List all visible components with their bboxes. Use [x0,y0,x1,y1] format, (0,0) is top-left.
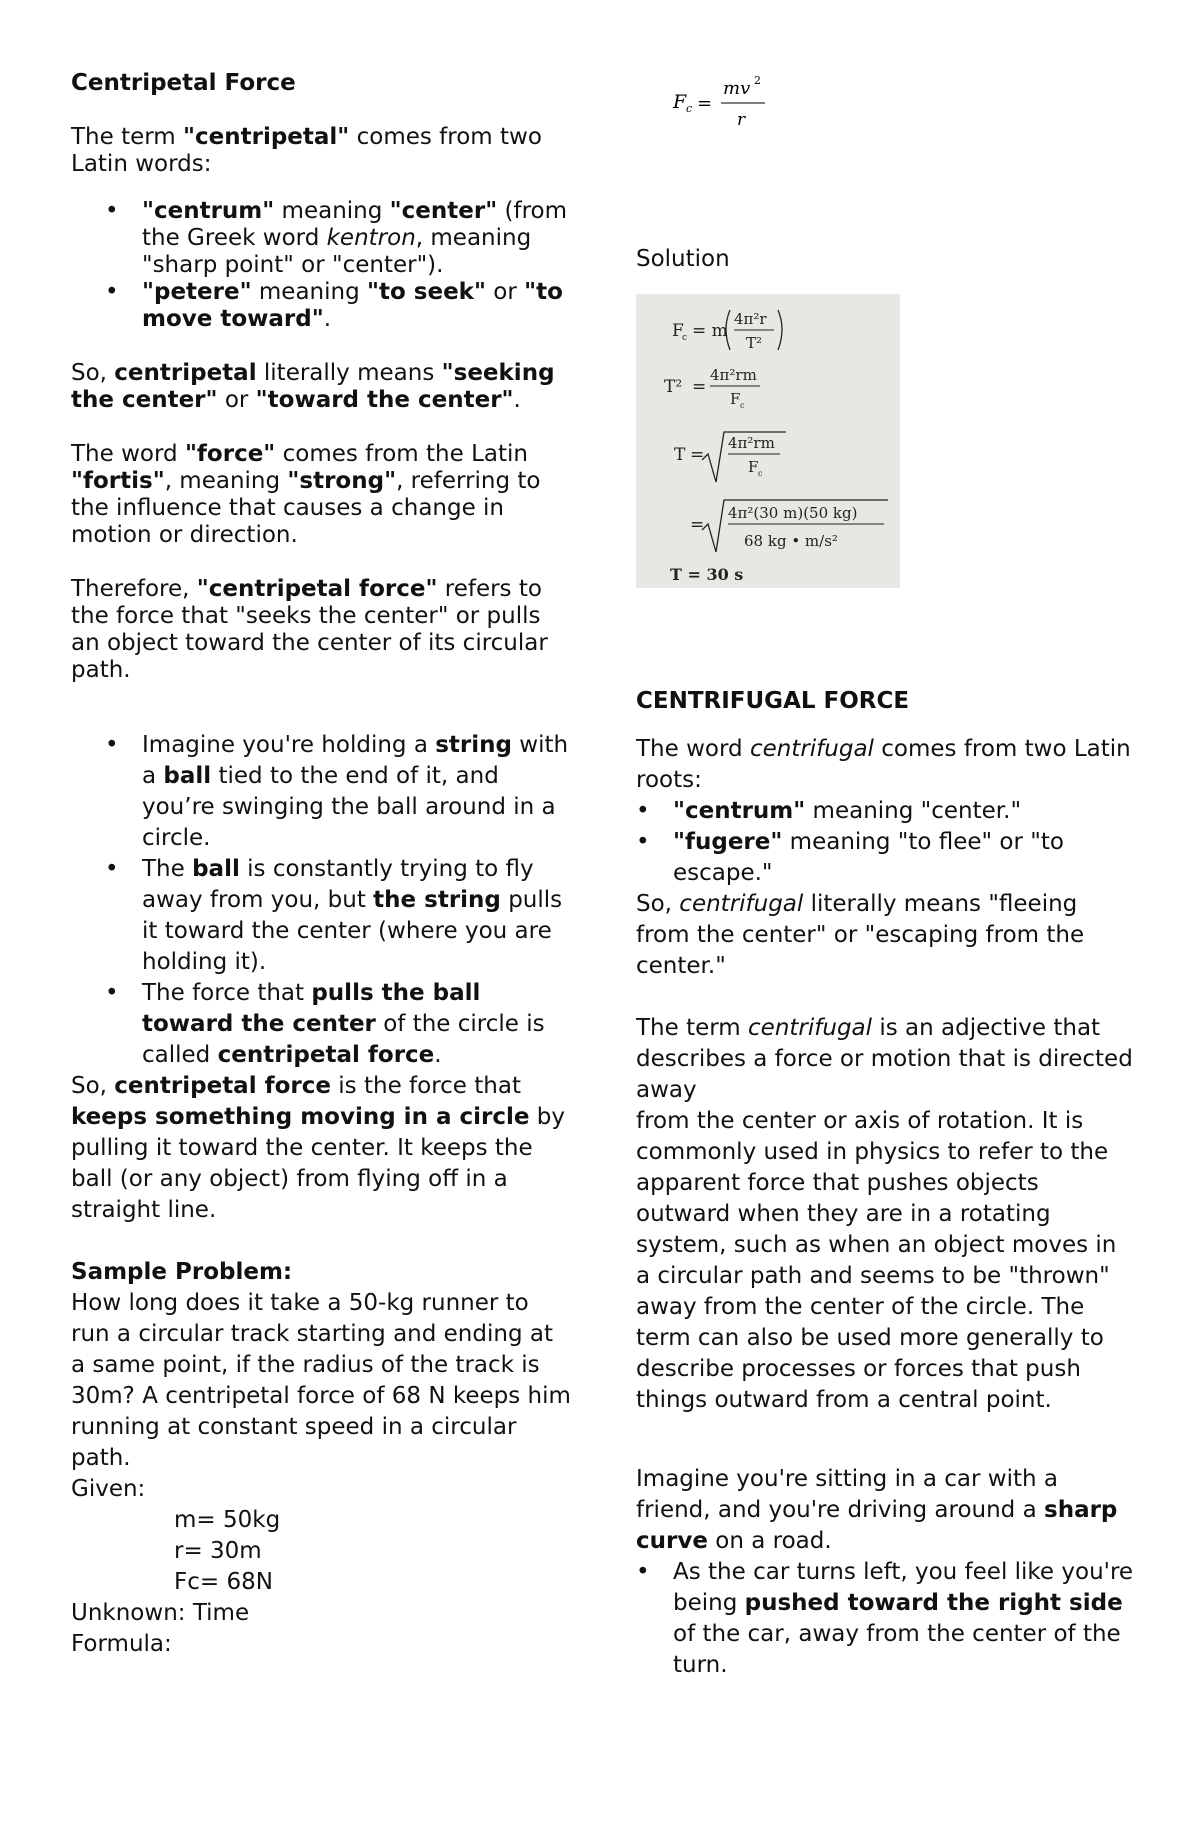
svg-text:c: c [758,469,763,478]
sample-problem-heading: Sample Problem: [71,1259,293,1285]
formula-lhs: F [673,91,687,113]
intro-paragraph: The term "centripetal" comes from two Latin words: [71,124,542,177]
centrifugal-term-paragraph: The term centrifugal is an adjective that describes a force or motion that is directed away from the center or axis of rotation. It is commonly used in physics to refer to the apparent force that pushes objects outward when they are in a rotating system, such as when an object moves in a circular path and seems to be "thrown" away from the center of the circle. The term can also be used more generally to describe processes or forces that push things outward from a central point. [636,1015,1133,1413]
solution-line4-num: 4π²(30 m)(50 kg) [728,504,858,522]
list-item: • "petere" meaning "to seek" or "to move toward". [71,279,571,333]
centripetal-summary-paragraph: So, centripetal force is the force that keeps something moving in a circle by pulling it toward the center. It keeps the ball (or any object) from flying off in a straight line. [71,1073,565,1223]
given-mass: m= 50kg [174,1507,281,1533]
centripetal-meaning-paragraph: So, centripetal literally means "seeking the center" or "toward the center". [71,360,555,413]
solution-line4-den: 68 kg • m/s² [744,532,838,550]
list-item: • The ball is constantly trying to fly away from you, but the string pulls it toward the center (where you are holding it). [71,854,571,978]
car-example-list [602,1557,1136,1681]
centripetal-title: Centripetal Force [71,70,296,96]
svg-text:c: c [682,333,688,343]
list-item: • The force that pulls the ball toward the center of the circle is called centripetal force. [71,978,571,1071]
formula-denominator: r [737,110,746,130]
list-item: • "centrum" meaning "center" (from the Greek word kentron, meaning "sharp point" or "center"). [71,198,571,279]
solution-line2-den: F [730,390,741,408]
formula-lhs-sub: c [686,102,693,115]
centrifugal-meaning-paragraph: So, centrifugal literally means "fleeing from the center" or "escaping from the center." [636,891,1085,979]
solution-result: T = 30 s [670,565,744,584]
left-column [71,70,571,1660]
solution-line2-lhs: T² [664,377,683,397]
svg-text:=: = [692,377,707,397]
solution-line2-num: 4π²rm [710,366,757,384]
list-item: • As the car turns left, you feel like you're being pushed toward the right side of the car, away from the center of the turn. [602,1557,1136,1681]
force-word-paragraph: The word "force" comes from the Latin "fortis", meaning "strong", referring to the influence that causes a change in motion or direction. [71,441,541,548]
svg-text:=: = [690,515,705,535]
solution-line3-den: F [748,458,759,476]
list-item: • "fugere" meaning "to flee" or "to escape." [602,827,1136,889]
svg-text:= m: = m [692,321,728,341]
given-radius: r= 30m [174,1538,262,1564]
solution-line3-num: 4π²rm [728,434,775,452]
solution-line1-den: T² [746,334,763,352]
centripetal-roots-list [71,198,571,333]
solution-label: Solution [636,246,730,272]
therefore-paragraph: Therefore, "centripetal force" refers to the force that "seeks the center" or pulls an object toward the center of its circular path. [71,576,548,683]
sample-problem-text: How long does it take a 50-kg runner to run a circular track starting and ending at a same point, if the radius of the track is 30m? A centripetal force of 68 N keeps him running at constant speed in a circular path. [71,1290,571,1471]
ball-example-list [71,730,571,1071]
list-item: • Imagine you're holding a string with a ball tied to the end of it, and you’re swinging the ball around in a circle. [71,730,571,854]
svg-text:c: c [740,401,745,410]
list-item: • "centrum" meaning "center." [602,796,1136,827]
centrifugal-heading: CENTRIFUGAL FORCE [636,688,910,714]
solution-image [636,294,900,588]
solution-line1-lhs: F [672,321,684,341]
centrifugal-roots-list [602,796,1136,889]
given-label: Given: [71,1476,146,1502]
formula-exponent: 2 [754,74,761,87]
car-example-paragraph: Imagine you're sitting in a car with a friend, and you're driving around a sharp curve on a road. [636,1466,1118,1554]
formula-numerator: mv [723,78,751,99]
formula-label: Formula: [71,1631,172,1657]
solution-line3-lhs: T [674,445,686,465]
unknown-line: Unknown: Time [71,1600,250,1626]
centrifugal-origin-paragraph: The word centrifugal comes from two Latin roots: [636,736,1131,793]
svg-text:=: = [697,93,713,114]
given-force: Fc= 68N [174,1569,273,1595]
svg-text:=: = [690,445,705,465]
solution-line1-num: 4π²r [734,310,767,328]
